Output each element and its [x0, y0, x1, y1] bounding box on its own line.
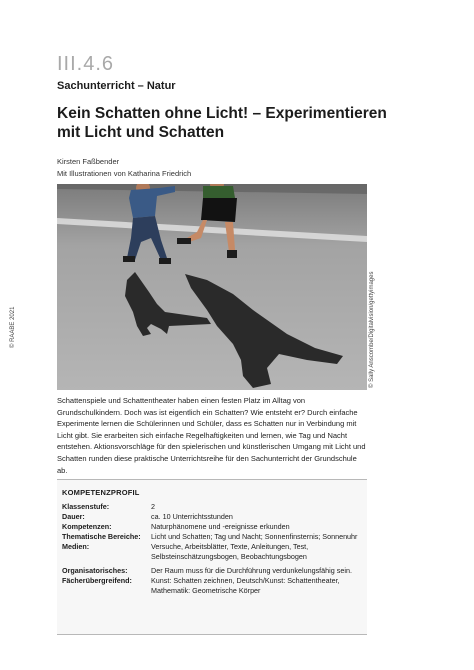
- profile-label: Klassenstufe:: [62, 502, 110, 511]
- kompetenzprofil-box: [57, 479, 367, 635]
- profile-label: Organisatorisches:: [62, 566, 128, 575]
- section-number: III.4.6: [57, 53, 115, 75]
- profile-label: Fächerübergreifend:: [62, 576, 132, 585]
- illustrator-credit: Mit Illustrationen von Katharina Friedrich: [57, 169, 192, 178]
- profile-value: Kunst: Schatten zeichnen, Deutsch/Kunst: Schattentheater, Mathematik: Geometrische Körper: [151, 576, 340, 595]
- kompetenzprofil-table: [62, 502, 362, 596]
- profile-row: [62, 522, 362, 532]
- subject-heading: Sachunterricht – Natur: [57, 80, 176, 92]
- profile-value: Versuche, Arbeitsblätter, Texte, Anleitungen, Test, Selbsteinschätzungsbogen, Beobachtungsbogen: [151, 542, 309, 561]
- kompetenzprofil-heading: KOMPETENZPROFIL: [62, 488, 140, 497]
- profile-label: Dauer:: [62, 512, 85, 521]
- profile-value: Naturphänomene und -ereignisse erkunden: [151, 522, 290, 531]
- profile-value: 2: [151, 502, 155, 511]
- profile-row: [62, 542, 362, 562]
- profile-row: [62, 576, 362, 596]
- profile-value: Licht und Schatten; Tag und Nacht; Sonnenfinsternis; Sonnenuhr: [151, 532, 358, 541]
- author-name: Kirsten Faßbender: [57, 157, 120, 166]
- copyright-notice: © RAABE 2021: [10, 306, 16, 348]
- children-shadow-photo: [57, 184, 367, 390]
- profile-label: Thematische Bereiche:: [62, 532, 141, 541]
- profile-label: Kompetenzen:: [62, 522, 112, 531]
- profile-row: [62, 512, 362, 522]
- profile-row: [62, 502, 362, 512]
- photo-credit: © Sally Anscombe/Digitalvision/gettyimages: [369, 271, 375, 388]
- author-block: [57, 156, 191, 180]
- profile-row: [62, 566, 362, 576]
- cover-photo: [57, 184, 367, 390]
- intro-paragraph: Schattenspiele und Schattentheater haben einen festen Platz im Alltag von Grundschulkindern. Doch was ist eigentlich ein Schatten? Wie entsteht er? Durch einfache Experimente lernen die Schülerinnen und Schüler, dass es Schatten nur in Verbindung mit Licht gibt. Sie erarbeiten sich einfache Regelhaftigkeiten und lernen, wie Tag und Nacht entstehen. Aktionsvorschläge für den spielerischen und künstlerischen Umgang mit Licht und Schatten runden diese praktische Unterrichtsreihe für den Sachunterricht der Grundschule ab.: [57, 396, 366, 475]
- profile-value: Der Raum muss für die Durchführung verdunkelungsfähig sein.: [151, 566, 352, 575]
- profile-value: ca. 10 Unterrichtsstunden: [151, 512, 233, 521]
- page-title: Kein Schatten ohne Licht! – Experimentieren mit Licht und Schatten: [57, 105, 387, 141]
- profile-label: Medien:: [62, 542, 90, 551]
- profile-row: [62, 532, 362, 542]
